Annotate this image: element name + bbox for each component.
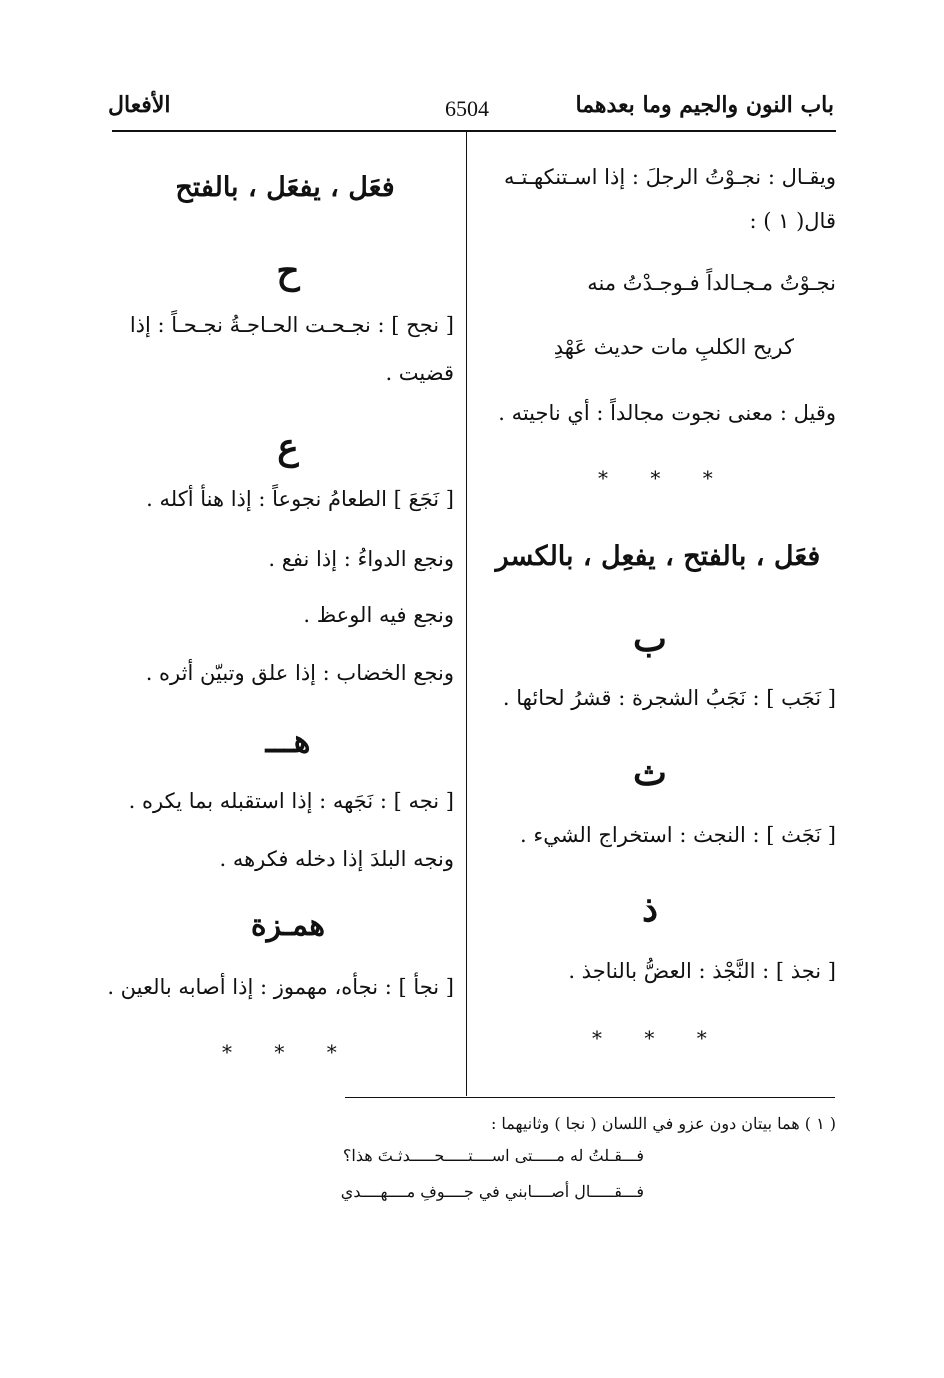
letter-heading-ain: ع — [277, 426, 299, 468]
right-line-5: وقيل : معنى نجوت مجالداً : أي ناجيته . — [498, 401, 836, 425]
section-divider-stars: * * * — [598, 466, 731, 490]
entry-najah: [ نجح ] : نجـحـت الحـاجـةُ نجـحـاً : إذا — [129, 313, 454, 337]
letter-heading-b: ب — [633, 618, 667, 660]
header-rule — [112, 130, 836, 132]
right-line-1: ويقـال : نجـوْتُ الرجلَ : إذا اسـتنكهـتـه — [504, 165, 836, 189]
running-head-chapter: باب النون والجيم وما بعدهما — [575, 92, 834, 118]
footnote-verse-2: فـــقـــــال أصــــابني في جــــوفِ مــــهــــدي — [340, 1182, 644, 1201]
entry-najah-ha-line-2: ونجه البلدَ إذا دخله فكرهه . — [219, 847, 454, 871]
hamza-heading: همـزة — [250, 908, 326, 943]
letter-heading-h: ح — [276, 250, 300, 292]
footnote-text: ( ١ ) هما بيتان دون عزو في اللسان ( نجا ) وثانيهما : — [490, 1114, 836, 1133]
section-end-stars: * * * — [592, 1026, 725, 1050]
footnote-verse-1: فـــقـلتُ له مـــــتى اســــتـــــحـــــدثـتَ هذا؟ — [342, 1146, 644, 1165]
entry-naja: [ نجأ ] : نجأه، مهموز : إذا أصابه بالعين . — [107, 975, 454, 999]
column-divider — [466, 132, 467, 1096]
letter-heading-th: ث — [633, 752, 667, 794]
entry-najab: [ نَجَب ] : نَجَبُ الشجرة : قشرُ لحائها . — [502, 686, 836, 710]
letter-heading-dh: ذ — [641, 888, 659, 930]
entry-najadh: [ نجذ ] : النَّجْذ : العضُّ بالناجذ . — [568, 959, 836, 983]
letter-heading-ha: هـــ — [265, 722, 311, 760]
verse-hemistich-1: نجـوْتُ مـجـالداً فـوجـدْتُ منه — [587, 271, 836, 295]
running-head-section: الأفعال — [108, 92, 171, 118]
left-end-stars: * * * — [222, 1040, 355, 1064]
entry-najaa: [ نَجَعَ ] الطعامُ نجوعاً : إذا هنأ أكله . — [146, 487, 454, 511]
right-line-2: قال( ١ ) : — [749, 209, 836, 233]
verse-hemistich-2: كريح الكلبِ مات حديث عَهْدِ — [553, 335, 794, 359]
footnote-rule — [345, 1097, 835, 1098]
entry-najah-ha: [ نجه ] : نَجَهه : إذا استقبله بما يكره . — [128, 789, 454, 813]
section-heading-right: فعَل ، بالفتح ، يفعِل ، بالكسر — [495, 541, 821, 572]
entry-najaa-line-2: ونجع الدواءُ : إذا نفع . — [268, 547, 454, 571]
entry-najaa-line-3: ونجع فيه الوعظ . — [303, 603, 454, 627]
entry-najath: [ نَجَث ] : النجث : استخراج الشيء . — [519, 823, 836, 847]
entry-najaa-line-4: ونجع الخضاب : إذا علق وتبيّن أثره . — [145, 661, 454, 685]
page-number: 6504 — [445, 96, 489, 121]
section-heading-left: فعَل ، يفعَل ، بالفتح — [175, 172, 395, 203]
entry-najah-cont: قضيت . — [385, 361, 454, 385]
